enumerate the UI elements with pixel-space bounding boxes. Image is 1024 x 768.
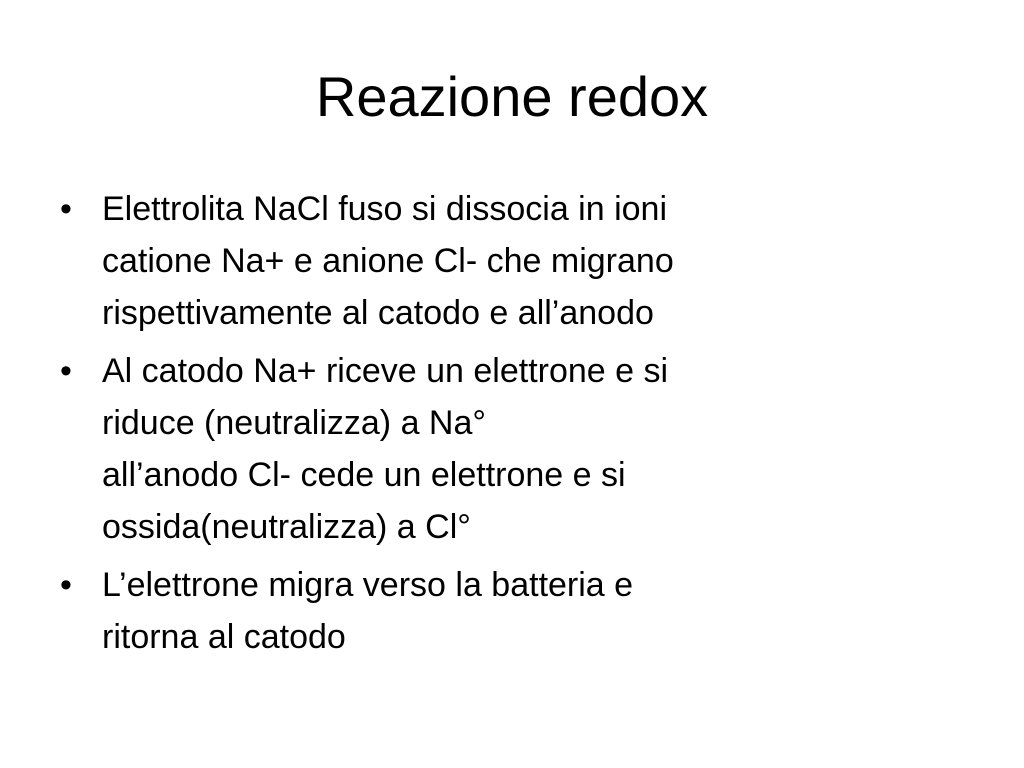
bullet-item (60, 183, 920, 339)
bullet-text-line: catione Na+ e anione Cl- che migrano (102, 242, 674, 280)
bullet-text-line: Al catodo Na+ riceve un elettrone e si (102, 352, 669, 390)
bullet-text-line: L’elettrone migra verso la batteria e (102, 566, 634, 604)
bullet-item (60, 559, 920, 663)
slide-title: Reazione redox (315, 65, 709, 128)
bullet-text-line: riduce (neutralizza) a Na° (102, 404, 486, 442)
bullet-text-line: ritorna al catodo (102, 618, 346, 656)
bullet-text-line: ossida(neutralizza) a Cl° (102, 508, 471, 546)
bullet-text-line: rispettivamente al catodo e all’anodo (102, 294, 654, 332)
bullet-text-line: Elettrolita NaCl fuso si dissocia in ioni (102, 190, 668, 228)
bullet-icon: • (60, 566, 72, 604)
bullet-list (60, 183, 920, 669)
bullet-item (60, 345, 920, 553)
bullet-icon: • (60, 190, 72, 228)
bullet-icon: • (60, 352, 72, 390)
bullet-text-line: all’anodo Cl- cede un elettrone e si (102, 456, 626, 494)
